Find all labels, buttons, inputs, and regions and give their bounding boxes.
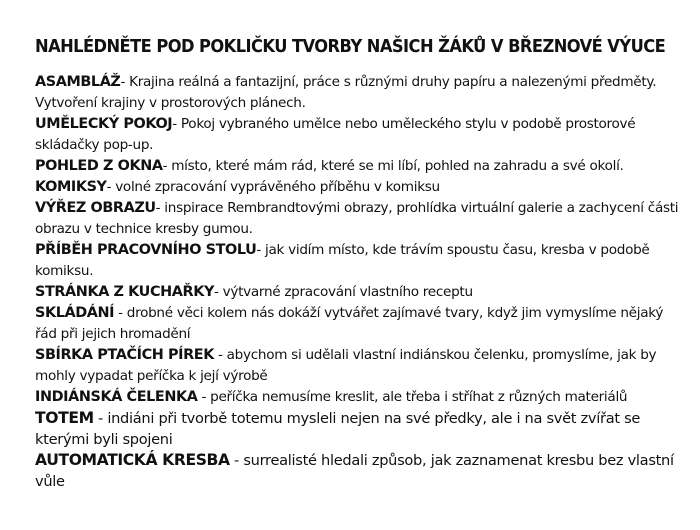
entry-term: PŘÍBĚH PRACOVNÍHO STOLU <box>35 242 257 258</box>
entry-automaticka-kresba <box>35 450 685 492</box>
activity-list <box>35 72 685 492</box>
entry-pohled-z-okna <box>35 156 685 177</box>
entry-description: - drobné věci kolem nás dokáží vytvářet zajímavé tvary, když jim vymyslíme nějaký řád při jejich hromadění <box>35 305 664 342</box>
entry-asamblaz <box>35 72 685 114</box>
entry-description: - volné zpracování vyprávěného příběhu v komiksu <box>106 179 440 195</box>
entry-komiksy <box>35 177 685 198</box>
entry-description: - indiáni při tvorbě totemu mysleli nejen na své předky, ale i na svět zvířat se kterými byli spojeni <box>35 410 641 448</box>
entry-description: - Pokoj vybraného umělce nebo uměleckého stylu v podobě prostorové skládačky pop-up. <box>35 116 636 153</box>
entry-skladani <box>35 303 685 345</box>
page-title: NAHLÉDNĚTE POD POKLIČKU TVORBY NAŠICH ŽÁKŮ V BŘEZNOVÉ VÝUCE <box>35 37 666 57</box>
entry-term: AUTOMATICKÁ KRESBA <box>35 451 230 469</box>
entry-term: STRÁNKA Z KUCHAŘKY <box>35 284 214 300</box>
entry-description: - abychom si udělali vlastní indiánskou čelenku, promyslíme, jak by mohly vypadat peříčka k její výrobě <box>35 347 657 384</box>
entry-pribeh-pracovniho-stolu <box>35 240 685 282</box>
entry-term: POHLED Z OKNA <box>35 158 163 174</box>
entry-term: KOMIKSY <box>35 179 107 195</box>
entry-description: - místo, které mám rád, které se mi líbí, pohled na zahradu a své okolí. <box>162 158 624 174</box>
entry-description: - surrealisté hledali způsob, jak zaznamenat kresbu bez vlastní vůle <box>35 452 674 490</box>
entry-indianska-celenka <box>35 387 685 408</box>
entry-description: - peříčka nemusíme kreslit, ale třeba i stříhat z různých materiálů <box>197 389 628 405</box>
entry-vyrez-obrazu <box>35 198 685 240</box>
entry-umelecky-pokoj <box>35 114 685 156</box>
entry-description: - Krajina reálná a fantazijní, práce s různými druhy papíru a nalezenými předměty. Vytvoření krajiny v prostorových plánech. <box>35 74 657 111</box>
entry-sbirka-ptacich-pirek <box>35 345 685 387</box>
entry-description: - jak vidím místo, kde trávím spoustu času, kresba v podobě komiksu. <box>35 242 650 279</box>
entry-term: UMĚLECKÝ POKOJ <box>35 116 173 132</box>
entry-term: INDIÁNSKÁ ČELENKA <box>35 389 198 405</box>
entry-description: - inspirace Rembrandtovými obrazy, prohlídka virtuální galerie a zachycení části obrazu v technice kresby gumou. <box>35 200 679 237</box>
document-page <box>35 36 685 492</box>
entry-term: TOTEM <box>35 409 94 427</box>
entry-term: SBÍRKA PTAČÍCH PÍREK <box>35 347 214 363</box>
entry-totem <box>35 408 685 450</box>
entry-description: - výtvarné zpracování vlastního receptu <box>213 284 473 300</box>
entry-stranka-z-kucharky <box>35 282 685 303</box>
entry-term: SKLÁDÁNÍ <box>35 305 115 321</box>
entry-term: ASAMBLÁŽ <box>35 74 121 90</box>
entry-term: VÝŘEZ OBRAZU <box>35 200 156 216</box>
